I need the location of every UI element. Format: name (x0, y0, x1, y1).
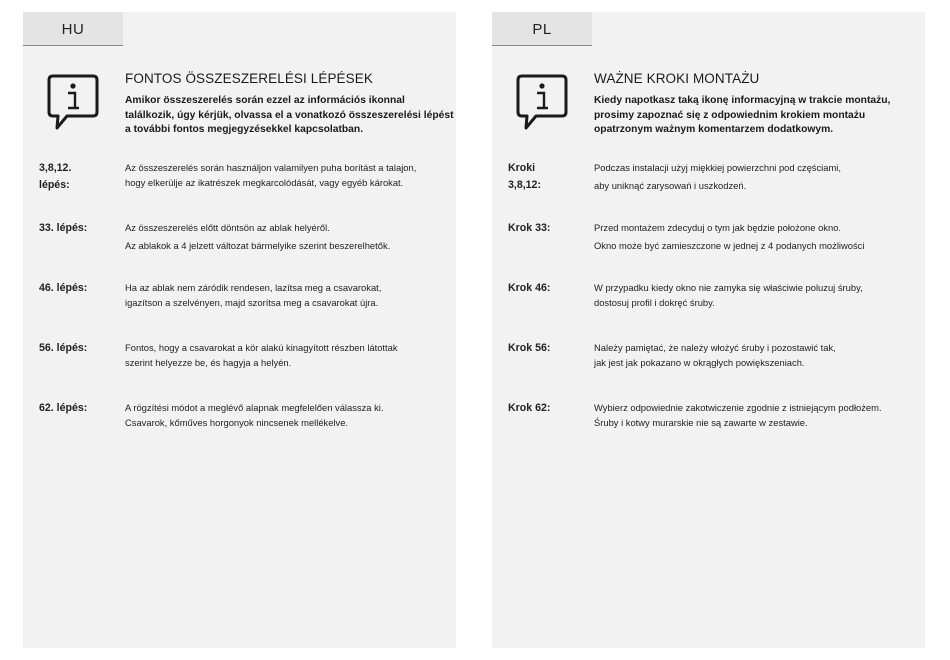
section-title: WAŻNE KROKI MONTAŻU (594, 71, 760, 86)
step-text (125, 400, 450, 430)
language-tab-pl: PL (492, 12, 592, 46)
step-text-line: Ha az ablak nem záródik rendesen, lazítsa meg a csavarokat, (125, 282, 382, 293)
step-label: Krok 56: (508, 342, 551, 354)
info-icon (45, 72, 101, 134)
step-text-line: Przed montażem zdecyduj o tym jak będzie położone okno. (594, 222, 842, 233)
step-label: 62. lépés: (39, 402, 88, 414)
step-label: 33. lépés: (39, 222, 88, 234)
step-text-line: szerint helyezze be, és hagyja a helyén. (125, 357, 292, 368)
step-label: Krok 33: (508, 222, 551, 234)
step-text-line: Śruby i kotwy murarskie nie są zawarte w zestawie. (594, 417, 808, 428)
language-tab-hu: HU (23, 12, 123, 46)
step-text-line: W przypadku kiedy okno nie zamyka się właściwie poluzuj śruby, (594, 282, 863, 293)
step-text-line: jak jest jak pokazano w okrągłych powiększeniach. (594, 357, 805, 368)
step-text (594, 160, 919, 193)
step-text (594, 220, 919, 253)
step-text (594, 340, 919, 370)
step-text-line: hogy elkerülje az ikatrészek megkarcolódását, vagy egyéb károkat. (125, 177, 404, 188)
step-text-line: igazítson a szelvényen, majd szorítsa meg a csavarokat újra. (125, 297, 379, 308)
step-text (125, 340, 450, 370)
step-text (594, 400, 919, 430)
step-text-line: Należy pamiętać, że należy włożyć śruby i pozostawić tak, (594, 342, 836, 353)
step-text (125, 160, 450, 190)
step-text-line: Okno może być zamieszczone w jednej z 4 podanych możliwości (594, 240, 865, 251)
step-text-line: A rögzítési módot a meglévő alapnak megfelelően válassza ki. (125, 402, 384, 413)
step-text-line: aby uniknąć zarysowań i uszkodzeń. (594, 180, 747, 191)
step-text-line: dostosuj profil i dokręć śruby. (594, 297, 715, 308)
step-text-line: Wybierz odpowiednie zakotwiczenie zgodnie z istniejącym podłożem. (594, 402, 882, 413)
step-label: Krok 62: (508, 402, 551, 414)
step-text-line: Fontos, hogy a csavarokat a kör alakú kinagyított részben látottak (125, 342, 398, 353)
step-text (125, 280, 450, 310)
step-text (594, 280, 919, 310)
step-text-line: Podczas instalacji użyj miękkiej powierzchni pod częściami, (594, 162, 841, 173)
step-label: 56. lépés: (39, 342, 88, 354)
step-label: Kroki 3,8,12: (508, 162, 541, 191)
step-text (125, 220, 450, 253)
info-icon (514, 72, 570, 134)
step-label: Krok 46: (508, 282, 551, 294)
step-text-line: Az ablakok a 4 jelzett változat bármelyike szerint beszerelhetők. (125, 240, 391, 251)
step-text-line: Csavarok, kőműves horgonyok nincsenek mellékelve. (125, 417, 349, 428)
step-text-line: Az összeszerelés során használjon valamilyen puha borítást a talajon, (125, 162, 417, 173)
step-label: 3,8,12. lépés: (39, 162, 72, 191)
panel-pl (492, 12, 925, 648)
step-label: 46. lépés: (39, 282, 88, 294)
step-text-line: Az összeszerelés előtt döntsön az ablak helyéről. (125, 222, 330, 233)
section-title: FONTOS ÖSSZESZERELÉSI LÉPÉSEK (125, 71, 373, 86)
panel-hu (23, 12, 456, 648)
intro-text: Kiedy napotkasz taką ikonę informacyjną w trakcie montażu, prosimy zapoznać się z odpowiednim krokiem montażu opatrzonym ważnym komentarzem dodatkowym. (594, 95, 891, 135)
intro-text: Amikor összeszerelés során ezzel az információs ikonnal találkozik, úgy kérjük, olvassa el a vonatkozó összeszerelési lépést a további fontos megjegyzésekkel kapcsolatban. (125, 95, 454, 135)
